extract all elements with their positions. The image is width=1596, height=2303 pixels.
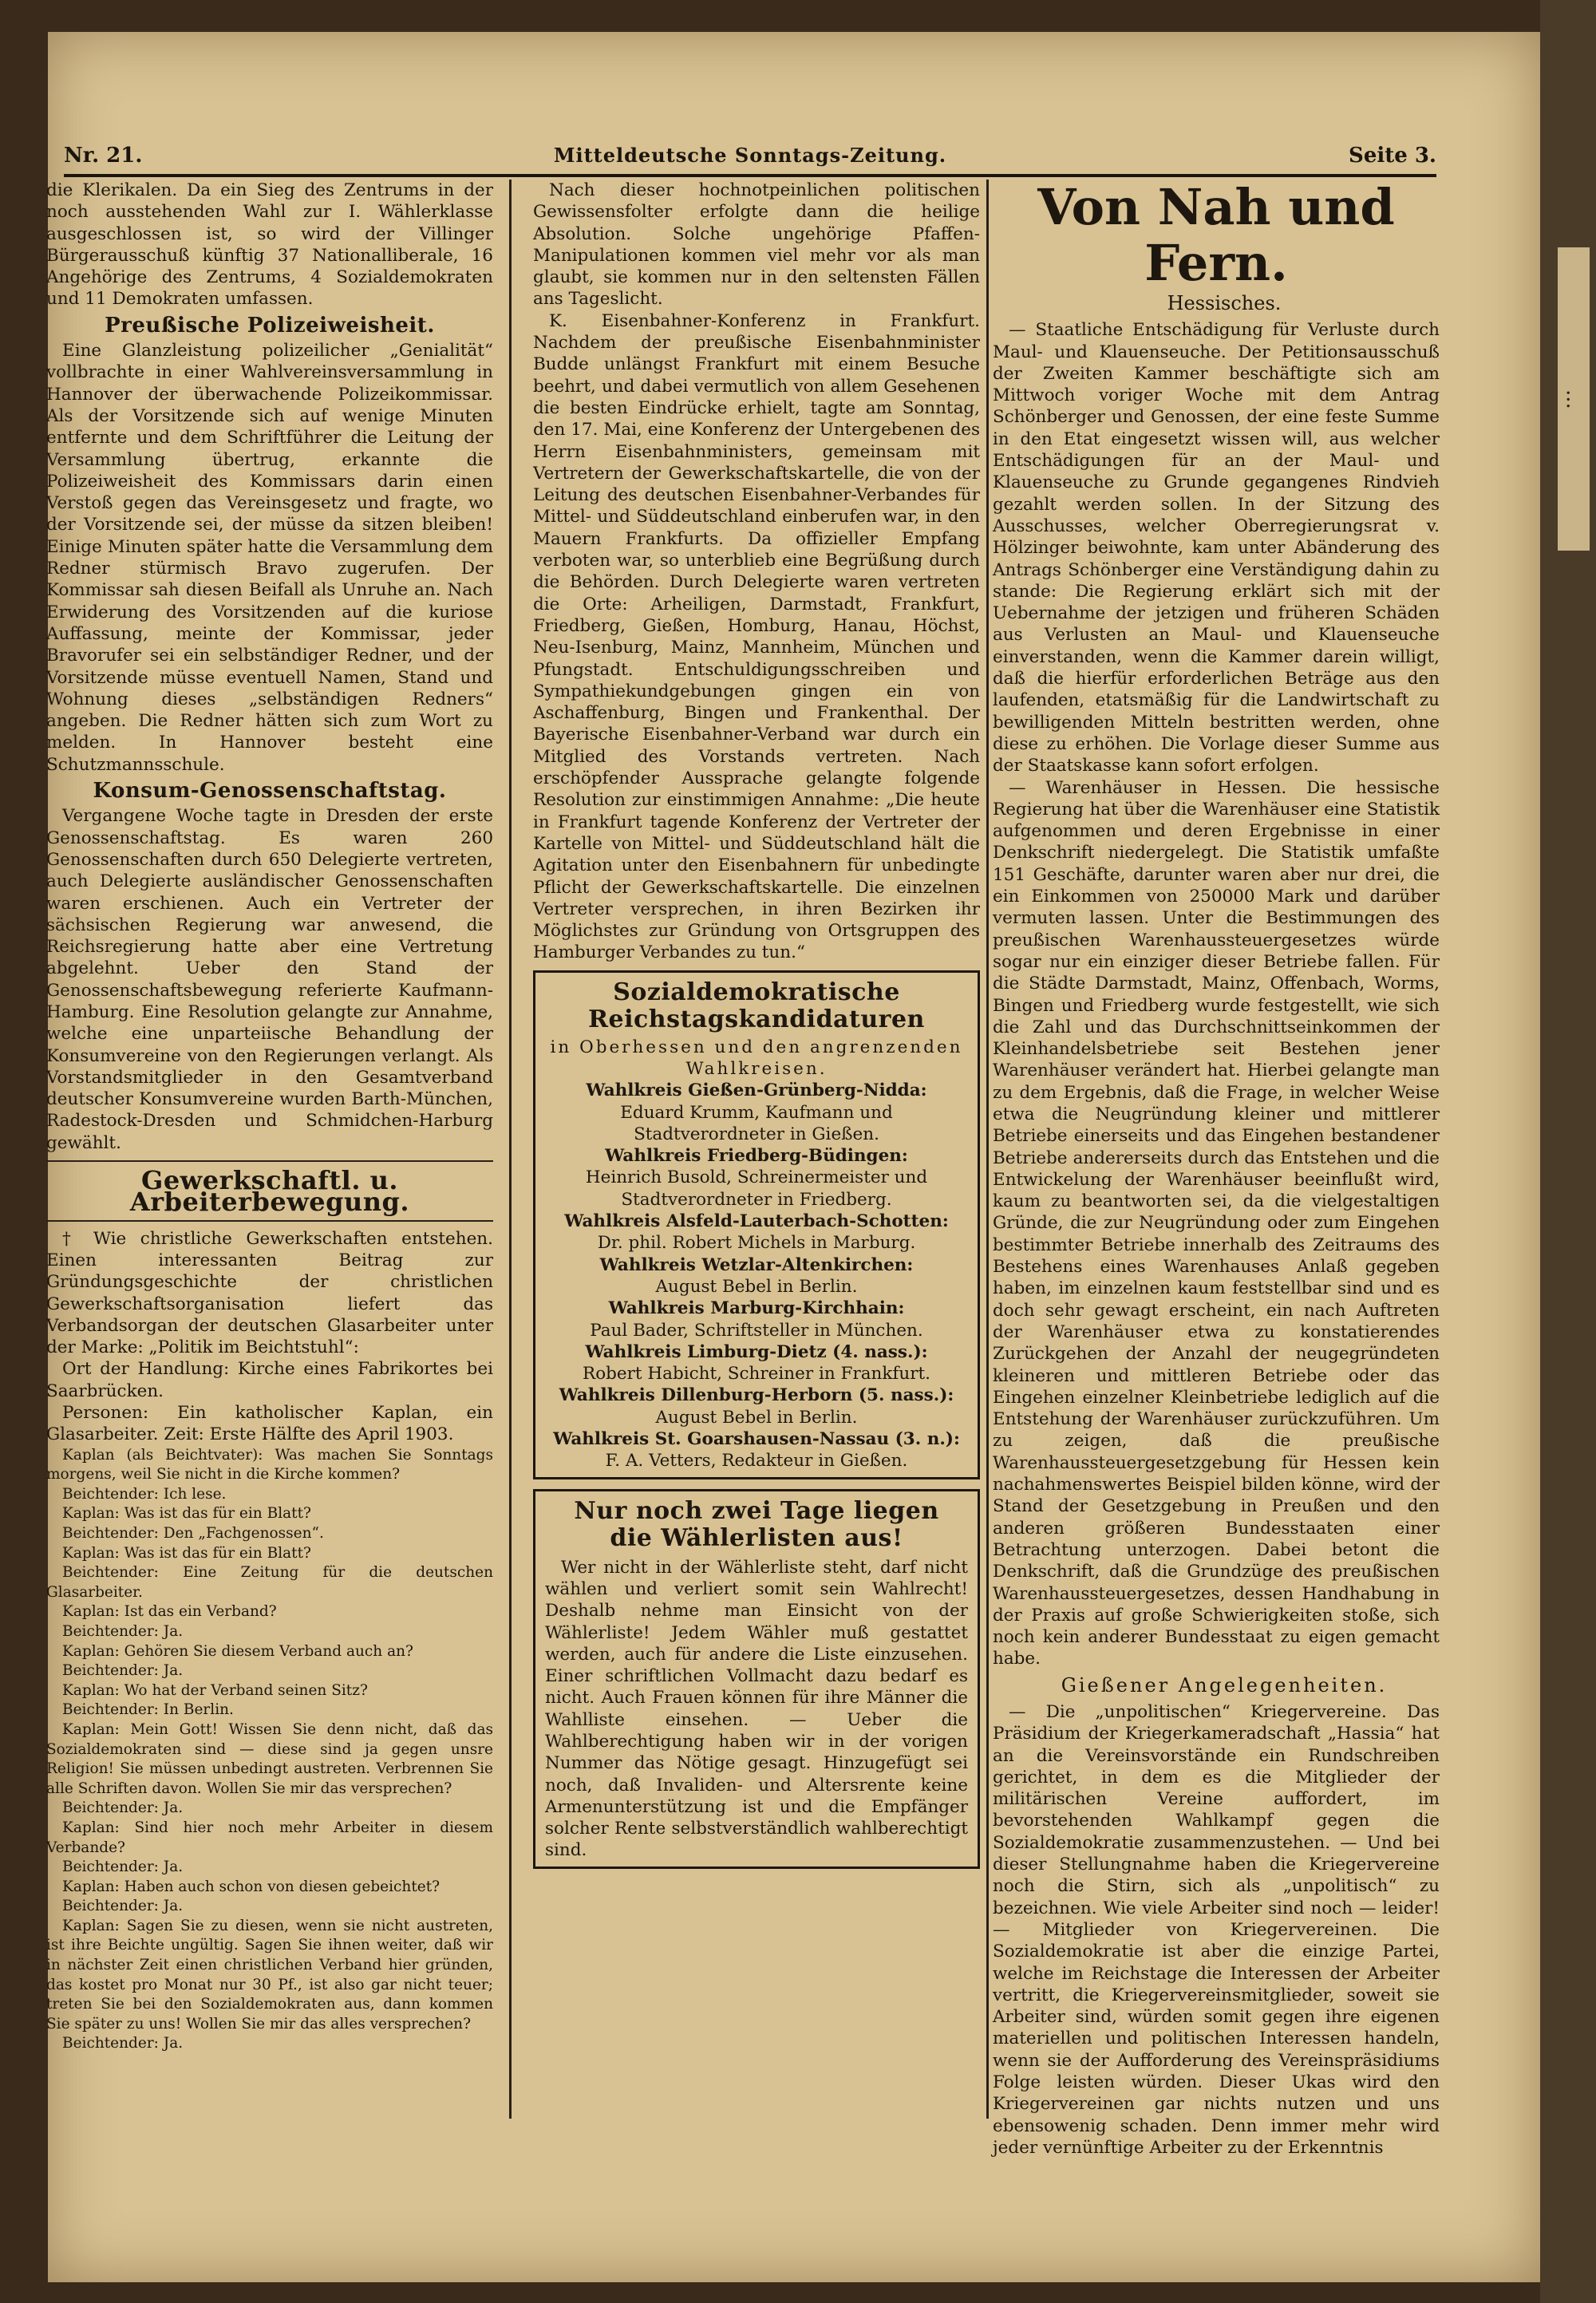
- candidate-name: August Bebel in Berlin.: [655, 1407, 858, 1428]
- article-gewerkschaft: † Wie christliche Gewerkschaften entstehen. Einen interessanten Beitrag zur Gründungsgeschichte der christlichen Gewerkschaftsorganisation liefert das Verbandsorgan der deutschen Glasarbeiter unter der Marke: „Politik im Beichtstuhl“:: [46, 1228, 493, 1358]
- article-kriegervereine: — Die „unpolitischen“ Kriegervereine. Das Präsidium der Kriegerkameradschaft „Hassia“ hat an die Vereinsvorstände ein Rundschreiben gerichtet, in dem es die Mitglieder der militärischen Vereine auffordert, im bevorstehenden Wahlkampf gegen die Sozialdemokratie zusammenzustehen. — Und bei dieser Stellungnahme haben die Kriegervereine noch die Stirn, sich als „unpolitisch“ zu bezeichnen. Wie viele Arbeiter sind noch — leider! — Mitglieder von Kriegervereinen. Die Sozialdemokratie ist aber die einzige Partei, welche im Reichstage die Interessen der Arbeiter vertritt, die Kriegervereinsmitglieder, soweit sie Arbeiter sind, würden somit gegen ihre eigenen materiellen und politischen Interessen handeln, wenn sie der Aufforderung des Vereinspräsidiums Folge leisten würden. Dieser Ukas wird den Kriegervereinen gar nichts nutzen und uns ebensowenig schaden. Denn immer mehr wird jeder vernünftige Arbeiter zu der Erkenntnis: [993, 1702, 1440, 2158]
- dialog-line: Beichtender: Ja.: [62, 1898, 184, 1915]
- article-entschaedigung: — Staatliche Entschädigung für Verluste durch Maul- und Klauenseuche. Der Petitionsausschuß der Zweiten Kammer beschäftigte sich am Mittwoch voriger Woche mit dem Antrag Schönberger und Genossen, der eine feste Summe in den Etat eingesetzt wissen will, aus welcher Entschädigungen für an der Maul- und Klauenseuche zu Grunde gegangenes Rindvieh gezahlt werden sollen. In der Sitzung des Ausschusses, welcher Oberregierungsrat v. Hölzinger beiwohnte, kam unter Abänderung des Antrags Schönberger eine Verständigung dahin zu stande: Die Regierung erklärt sich mit der Uebernahme der jetzigen und früheren Schäden aus Verlusten an Maul- und Klauenseuche einverstanden, wenn die Kammer darein willigt, daß die hierfür erforderlichen Beträge aus den laufenden, etatsmäßig für die Landwirtschaft zu bewilligenden Mitteln bestritten werden, ohne diese zu erhöhen. Die Vorlage dieser Summe aus der Staatskasse kann sofort erfolgen.: [993, 320, 1440, 776]
- dialog-line: Kaplan: Was ist das für ein Blatt?: [62, 1544, 311, 1562]
- candidate-name: Dr. phil. Robert Michels in Marburg.: [597, 1233, 916, 1254]
- candidates-title-1: Sozialdemokratische: [613, 978, 900, 1006]
- subsection-hessisches: Hessisches.: [1167, 292, 1282, 314]
- voter-list-box: [533, 1489, 980, 1869]
- candidate-name: Robert Habicht, Schreiner in Frankfurt.: [583, 1364, 930, 1385]
- separator: [46, 1220, 493, 1222]
- dialog-line: Kaplan: Wo hat der Verband seinen Sitz?: [62, 1681, 368, 1699]
- heading-polizei: Preußische Polizeiweisheit.: [105, 313, 435, 338]
- candidate-district: Wahlkreis Dillenburg-Herborn (5. nass.):: [559, 1385, 954, 1406]
- article-ort: Ort der Handlung: Kirche eines Fabrikortes bei Saarbrücken.: [46, 1359, 493, 1401]
- candidate-name: Paul Bader, Schriftsteller in München.: [590, 1320, 923, 1341]
- dialog-line: Kaplan: Gehören Sie diesem Verband auch an?: [62, 1642, 413, 1660]
- dialog-line: Beichtender: Ja.: [62, 1622, 184, 1640]
- dialog-line: Kaplan (als Beichtvater): Was machen Sie Sonntags morgens, weil Sie nicht in die Kirche kommen?: [46, 1446, 493, 1483]
- voter-list-text: Wer nicht in der Wählerliste steht, darf nicht wählen und verliert somit sein Wahlrecht! Deshalb nehme man Einsicht von der Wählerliste! Jedem Wähler muß gestattet werden, auch für andere die Liste einzusehen. Einer schriftlichen Vollmacht dazu bedarf es nicht. Auch Frauen können für ihre Männer die Wahlliste einsehen. — Ueber die Wahlberechtigung haben wir in der vorigen Nummer das Nötige gesagt. Hinzugefügt sei noch, daß Invaliden- und Altersrente keine Armenunterstützung ist und die Empfänger solcher Rente selbstverständlich wahlberechtigt sind.: [545, 1557, 968, 1861]
- page-header: [64, 112, 1436, 168]
- candidate-district: Wahlkreis Friedberg-Büdingen:: [605, 1146, 908, 1167]
- candidate-name: August Bebel in Berlin.: [655, 1276, 858, 1297]
- candidate-district: Wahlkreis Limburg-Dietz (4. nass.):: [585, 1341, 928, 1362]
- dialog-line: Beichtender: Ja.: [62, 1662, 184, 1680]
- candidate-name: Heinrich Busold, Schreinermeister und Stadtverordneter in Friedberg.: [585, 1167, 928, 1210]
- dialog-line: Beichtender: Eine Zeitung für die deutschen Glasarbeiter.: [46, 1564, 493, 1601]
- header-rule: [64, 174, 1436, 177]
- newspaper-title: Mitteldeutsche Sonntags-Zeitung.: [553, 144, 947, 167]
- candidate-district: Wahlkreis Gießen-Grünberg-Nidda:: [586, 1080, 927, 1101]
- dialog-line: Beichtender: In Berlin.: [62, 1701, 234, 1719]
- article-warenhaeuser: — Warenhäuser in Hessen. Die hessische Regierung hat über die Warenhäuser eine Statistik aufgenommen und deren Ergebnisse in einer Denkschrift niedergelegt. Die Statistik umfaßte 151 Geschäfte, darunter waren aber nur drei, die ein Einkommen von 250000 Mark und darüber vermuten lassen. Unter die Bestimmungen des preußischen Warenhaussteuergesetzes würde sogar nur ein einziger dieser Betriebe fallen. Für die Städte Darmstadt, Mainz, Offenbach, Worms, Bingen und Friedberg wurde festgestellt, wie sich die Zahl und das Durchschnittseinkommen der Kleinhandelsbetriebe seit Bestehen jener Warenhäuser verändert hat. Hierbei gelangte man zu dem Ergebnis, daß die Frage, in welcher Weise etwa die Neugründung kleiner und mittlerer Betriebe einerseits und das Eingehen bestandener Betriebe andererseits durch das Entstehen und die Entwickelung der Warenhäuser beeinflußt wird, kaum zu beantworten sei, da die vielgestaltigen Gründe, die zur Neugründung oder zum Eingehen bestimmter Betriebe innerhalb des Zeitraums des Bestehens eines Warenhauses Anlaß gegeben haben, im einzelnen kaum feststellbar sind und es doch sehr gewagt erscheint, ein nach Auftreten der Warenhäuser etwa zu konstatierendes Zurückgehen der Anzahl der neugegründeten kleineren und mittleren Betriebe oder das Eingehen einzelner Kleinbetriebe lediglich auf die Entstehung der Warenhäuser zurückzuführen. Um zu zeigen, daß die preußische Warenhaussteuergesetzgebung für Hessen kein nachahmenswertes Beispiel bilden könne, wird der Stand der Gesetzgebung in Preußen und den anderen größeren Bundesstaaten einer Betrachtung unterzogen. Dabei betont die Denkschrift, daß die Grundzüge des preußischen Warenhaussteuergesetzes, dessen Handhabung in der Praxis auf große Schwierigkeiten stoße, sich noch kein anderer Bundesstaat zu eigen gemacht habe.: [993, 777, 1440, 1669]
- issue-number: Nr. 21.: [64, 144, 143, 168]
- dialog-line: Kaplan: Haben auch schon von diesen gebeichtet?: [62, 1878, 440, 1895]
- heading-gewerkschaft: Gewerkschaftl. u. Arbeiterbewegung.: [129, 1165, 410, 1218]
- section-title: Von Nah und Fern.: [1037, 178, 1395, 292]
- candidate-name: Eduard Krumm, Kaufmann und Stadtverordneter in Gießen.: [620, 1102, 893, 1144]
- candidate-district: Wahlkreis Alsfeld-Lauterbach-Schotten:: [564, 1211, 949, 1232]
- column-divider-1: [509, 180, 512, 2119]
- candidates-title-2: Reichstagskandidaturen: [588, 1005, 925, 1033]
- article-continuation: Nach dieser hochnotpeinlichen politischen Gewissensfolter erfolgte dann die heilige Absolution. Solche ungehörige Pfaffen-Manipulationen kommen viel mehr vor als man glaubt, sie kommen nur in den seltensten Fällen ans Tageslicht.: [533, 180, 980, 310]
- article-personen: Personen: Ein katholischer Kaplan, ein Glasarbeiter. Zeit: Erste Hälfte des April 1903.: [46, 1403, 493, 1445]
- page-number: Seite 3.: [1349, 144, 1436, 168]
- candidates-box: [533, 970, 980, 1479]
- candidate-name: F. A. Vetters, Redakteur in Gießen.: [605, 1451, 908, 1471]
- candidate-district: Wahlkreis Wetzlar-Altenkirchen:: [599, 1254, 914, 1275]
- article-polizei: Eine Glanzleistung polizeilicher „Genialität“ vollbrachte in einer Wahlvereinsversammlung in Hannover der überwachende Polizeikommissar. Als der Vorsitzende sich auf wenige Minuten entfernte und dem Schriftführer die Leitung der Versammlung übertrug, erkannte die Polizeiweisheit des Kommissars darin einen Verstoß gegen das Vereinsgesetz und fragte, wo der Vorsitzende sei, der müsse da sitzen bleiben! Einige Minuten später hatte die Versammlung dem Redner stürmisch Bravo zugerufen. Der Kommissar sah diesen Beifall als Unruhe an. Nach Erwiderung des Vorsitzenden auf die kuriose Auffassung, meinte der Kommissar, jeder Bravorufer sei ein selbständiger Redner, und der Vorsitzende müsse eventuell Namen, Stand und Wohnung dieses „selbständigen Redners“ angeben. Die Redner hätten sich zum Wort zu melden. In Hannover besteht eine Schutzmannsschule.: [46, 341, 493, 775]
- column-2: [533, 180, 980, 2127]
- dialog-line: Beichtender: Ich lese.: [62, 1485, 227, 1503]
- column-3: [993, 178, 1440, 2158]
- dialog-line: Kaplan: Sind hier noch mehr Arbeiter in diesem Verbande?: [46, 1819, 493, 1856]
- dialog-line: Beichtender: Ja.: [62, 1799, 184, 1817]
- dialog: [46, 1446, 493, 2054]
- dialog-line: Kaplan: Mein Gott! Wissen Sie denn nicht, daß das Sozialdemokraten sind — diese sind ja gegen unsre Religion! Sie müssen unbedingt austreten. Verbrennen Sie alle Schriften davon. Wollen Sie mir das versprechen?: [46, 1720, 493, 1797]
- column-1: [46, 180, 493, 2143]
- spine-label: ...: [1558, 247, 1590, 551]
- candidate-district: Wahlkreis Marburg-Kirchhain:: [608, 1298, 905, 1319]
- candidate-district: Wahlkreis St. Goarshausen-Nassau (3. n.):: [553, 1429, 960, 1450]
- article-intro: die Klerikalen. Da ein Sieg des Zentrums in der noch ausstehenden Wahl zur I. Wählerklasse ausgeschlossen ist, so wird der Villinger Bürgerausschuß künftig 37 Nationalliberale, 16 Angehörige des Zentrums, 4 Sozialdemokraten und 11 Demokraten umfassen.: [46, 180, 493, 310]
- voter-list-title-1: Nur noch zwei Tage liegen: [574, 1496, 939, 1525]
- voter-list-title-2: die Wählerlisten aus!: [610, 1523, 903, 1552]
- column-divider-2: [986, 180, 989, 2119]
- dialog-line: Kaplan: Was ist das für ein Blatt?: [62, 1505, 311, 1523]
- candidates-intro: in Oberhessen und den angrenzenden Wahlkreisen.: [550, 1037, 963, 1079]
- subsection-giessen: Gießener Angelegenheiten.: [1061, 1673, 1388, 1697]
- dialog-line: Beichtender: Ja.: [62, 1859, 184, 1876]
- dialog-line: Kaplan: Ist das ein Verband?: [62, 1603, 277, 1621]
- dialog-line: Beichtender: Ja.: [62, 2035, 184, 2052]
- dialog-line: Beichtender: Den „Fachgenossen“.: [62, 1525, 324, 1542]
- dialog-line: Kaplan: Sagen Sie zu diesen, wenn sie nicht austreten, ist ihre Beichte ungültig. Sagen Sie ihnen weiter, daß wir in nächster Zeit einen christlichen Verband hier gründen, das kostet pro Monat nur 30 Pf., ist also gar nicht teuer; treten Sie bei den Sozialdemokraten aus, dann kommen Sie später zu uns! Wollen Sie mir das alles versprechen?: [46, 1917, 493, 2032]
- article-eisenbahner: K. Eisenbahner-Konferenz in Frankfurt. Nachdem der preußische Eisenbahnminister Budde unlängst Frankfurt mit einem Besuche beehrt, und dabei vermutlich von allem Gesehenen die besten Eindrücke erhielt, tagte am Sonntag, den 17. Mai, eine Konferenz der Untergebenen des Herrn Eisenbahnministers, gemeinsam mit Vertretern der Gewerkschaftskartelle, die von der Leitung des deutschen Eisenbahner-Verbandes für Mittel- und Süddeutschland einberufen war, in den Mauern Frankfurts. Da offizieller Empfang verboten war, so unterblieb eine Begrüßung durch die Behörden. Durch Delegierte waren vertreten die Orte: Arheiligen, Darmstadt, Frankfurt, Friedberg, Gießen, Homburg, Hanau, Höchst, Neu-Isenburg, Mainz, Mannheim, München und Pfungstadt. Entschuldigungsschreiben und Sympathiekundgebungen gingen ein von Aschaffenburg, Bingen und Frankenthal. Der Bayerische Eisenbahner-Verband war durch ein Mitglied des Vorstands vertreten. Nach erschöpfender Aussprache gelangte folgende Resolution zur einstimmigen Annahme: „Die heute in Frankfurt tagende Konferenz der Vertreter der Kartelle von Mittel- und Süddeutschland hält die Agitation unter den Eisenbahnern für unbedingte Pflicht der Gewerkschaftskartelle. Die einzelnen Vertreter versprechen, in ihren Bezirken ihr Möglichstes zur Gründung von Ortsgruppen des Hamburger Verbandes zu tun.“: [533, 310, 980, 963]
- heading-konsum: Konsum-Genossenschaftstag.: [93, 779, 447, 804]
- article-konsum: Vergangene Woche tagte in Dresden der erste Genossenschaftstag. Es waren 260 Genossenschaften durch 650 Delegierte vertreten, auch Delegierte ausländischer Genossenschaften waren erschienen. Auch ein Vertreter der sächsischen Regierung war anwesend, die Reichsregierung hatte aber eine Vertretung abgelehnt. Ueber den Stand der Genossenschaftsbewegung referierte Kaufmann-Hamburg. Eine Resolution gelangte zur Annahme, welche eine unparteiische Behandlung der Konsumvereine von den Regierungen verlangt. Als Vorstandsmitglieder in den Gesamtverband deutscher Konsumvereine wurden Barth-München, Radestock-Dresden und Schmidchen-Harburg gewählt.: [46, 806, 493, 1153]
- separator: [46, 1160, 493, 1162]
